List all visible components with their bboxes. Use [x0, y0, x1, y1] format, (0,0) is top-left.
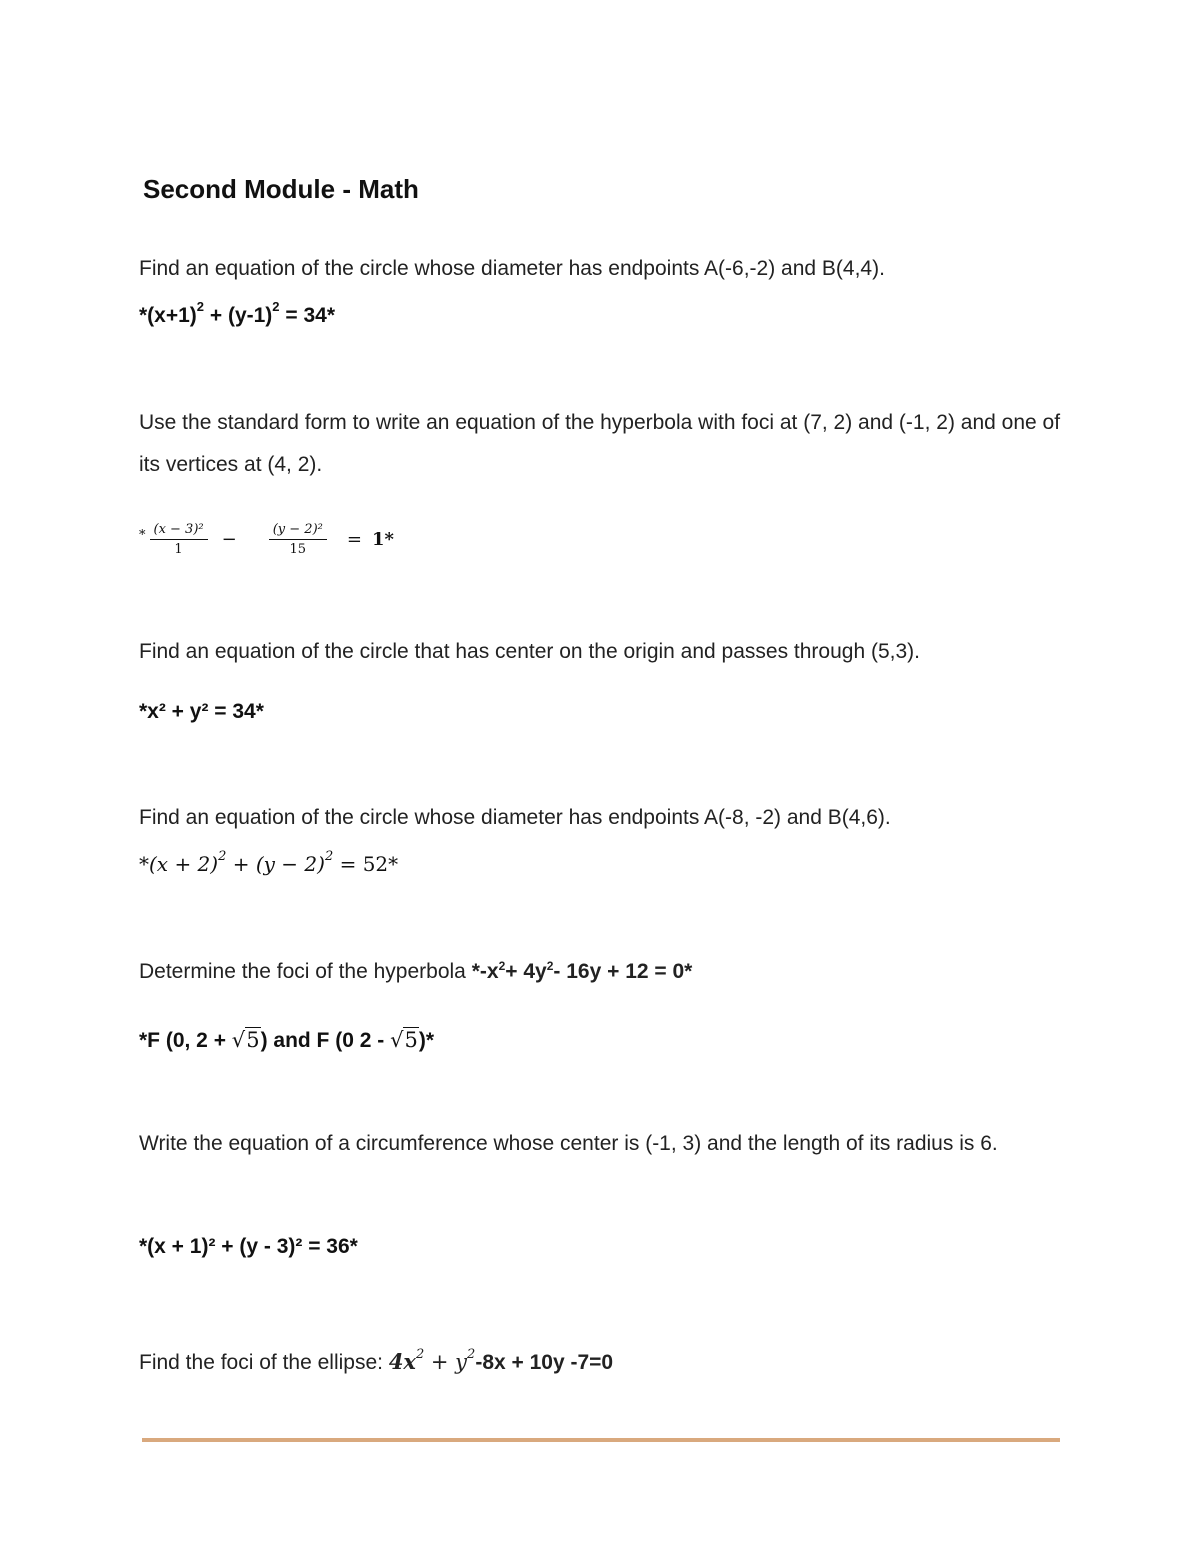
- answer-6: *(x + 1)² + (y - 3)² = 36*: [139, 1235, 358, 1258]
- answer-5-part-a: *F (0, 2 +: [139, 1029, 232, 1052]
- question-5-exp-b: 2: [546, 959, 554, 973]
- question-5-text: Determine the foci of the hyperbola: [139, 960, 472, 983]
- question-7-eq-b: + y: [424, 1350, 468, 1374]
- answer-2-star: *: [139, 528, 146, 543]
- answer-2-fraction-1: [150, 522, 208, 557]
- answer-2-rhs: 1*: [371, 528, 394, 550]
- fraction-2-numerator: (y − 2)²: [269, 522, 327, 540]
- fraction-1-numerator: (x − 3)²: [150, 522, 208, 540]
- answer-5-part-c: )*: [418, 1029, 435, 1052]
- question-2: Use the standard form to write an equation of the hyperbola with foci at (7, 2) and (-1, 2) and one of its vertices at (4, 2).: [139, 411, 1061, 476]
- question-4: Find an equation of the circle whose diameter has endpoints A(-8, -2) and B(4,6).: [139, 806, 891, 829]
- answer-1-part3: = 34*: [279, 304, 335, 327]
- sqrt-radicand-2: 5: [404, 1028, 418, 1052]
- answer-4-exp1: 2: [218, 849, 227, 864]
- answer-2-equals: =: [346, 528, 362, 550]
- question-5-eq-b: + 4y: [505, 960, 547, 983]
- question-5-equation: [472, 960, 693, 983]
- sqrt-symbol-1: √: [231, 1028, 246, 1052]
- question-5-eq-a: *-x: [471, 960, 499, 983]
- question-7-eq-c: -8x + 10y -7=0: [475, 1351, 614, 1374]
- sqrt-5-first: [232, 1027, 261, 1052]
- sqrt-5-second: [390, 1027, 419, 1052]
- fraction-1-denominator: 1: [174, 541, 183, 557]
- page-title: Second Module - Math: [143, 174, 419, 204]
- sqrt-radicand-1: 5: [246, 1028, 260, 1052]
- fraction-2-denominator: 15: [289, 541, 307, 557]
- question-7-exp-a: 2: [415, 1347, 425, 1362]
- question-1: Find an equation of the circle whose diameter has endpoints A(-6,-2) and B(4,4).: [139, 257, 885, 280]
- answer-2-minus: −: [221, 528, 237, 550]
- answer-2-fraction-2: [269, 522, 327, 557]
- answer-2: [139, 514, 394, 564]
- sqrt-symbol-2: √: [390, 1028, 404, 1052]
- answer-4: [139, 849, 399, 876]
- question-5: [139, 951, 1064, 993]
- question-3: Find an equation of the circle that has center on the origin and passes through (5,3).: [139, 640, 920, 663]
- answer-4-part3: = 52*: [333, 852, 399, 876]
- answer-4-exp2: 2: [324, 849, 334, 864]
- footer-divider: [142, 1438, 1060, 1442]
- answer-1: [139, 299, 335, 328]
- answer-3: *x² + y² = 34*: [139, 700, 264, 723]
- question-7-eq-a: 4x: [388, 1349, 416, 1374]
- question-6: Write the equation of a circumference whose center is (-1, 3) and the length of its radius is 6.: [139, 1132, 998, 1155]
- question-7-exp-b: 2: [467, 1347, 476, 1362]
- answer-1-exp1: 2: [196, 299, 205, 314]
- question-7: [139, 1341, 1064, 1384]
- question-7-text: Find the foci of the ellipse:: [139, 1351, 389, 1374]
- answer-1-part1: *(x+1): [139, 304, 197, 327]
- question-5-eq-c: - 16y + 12 = 0*: [553, 960, 693, 983]
- answer-4-part1: *(x + 2): [139, 852, 219, 876]
- answer-5: [139, 1028, 434, 1053]
- answer-4-part2: + (y − 2): [226, 852, 325, 876]
- answer-1-exp2: 2: [272, 299, 280, 314]
- answer-1-part2: + (y-1): [204, 304, 273, 327]
- answer-5-part-b: ) and F (0 2 -: [260, 1029, 391, 1052]
- question-5-exp-a: 2: [498, 959, 506, 973]
